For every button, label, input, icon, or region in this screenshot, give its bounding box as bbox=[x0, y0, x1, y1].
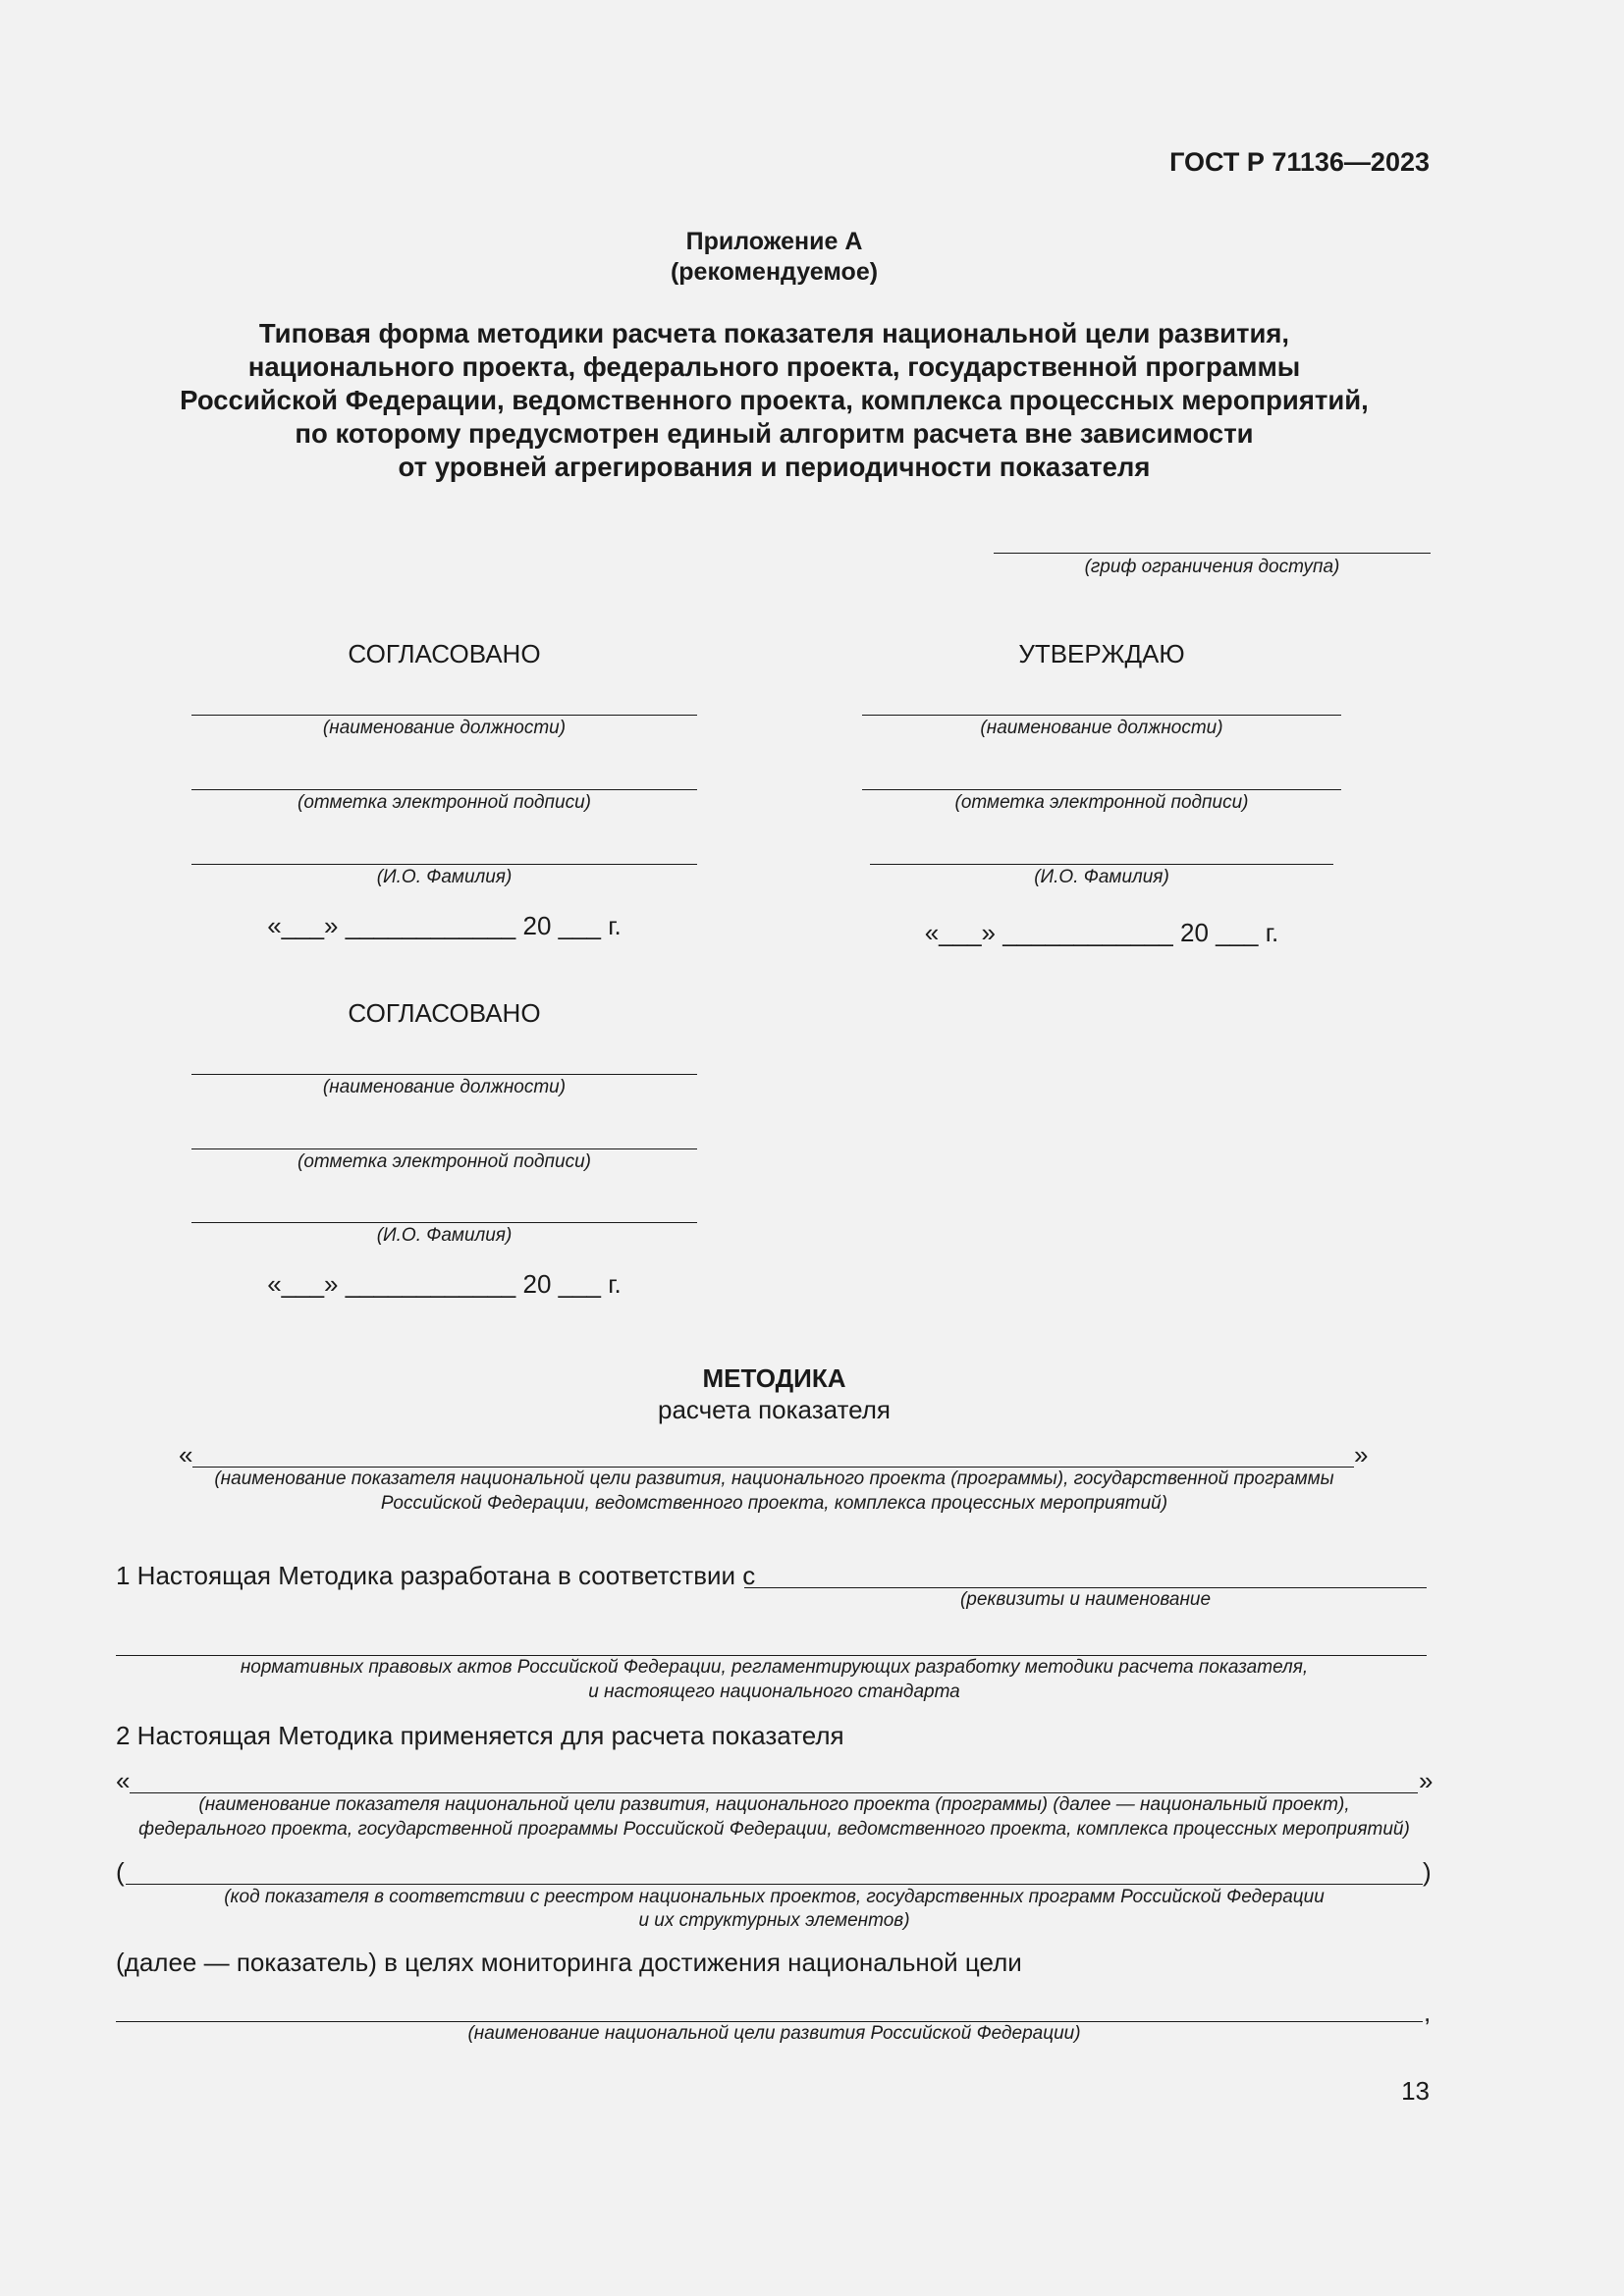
approval-left2-title: СОГЛАСОВАНО bbox=[348, 998, 541, 1028]
approval-left2-signature-caption: (отметка электронной подписи) bbox=[298, 1151, 591, 1172]
heading-line: по которому предусмотрен единый алгоритм расчета вне зависимости bbox=[295, 418, 1254, 449]
page-number: 13 bbox=[1401, 2076, 1430, 2106]
access-restriction-line[interactable] bbox=[994, 553, 1431, 554]
approval-left2-name-caption: (И.О. Фамилия) bbox=[376, 1225, 513, 1246]
clause-2-code-caption: и их структурных элементов) bbox=[638, 1910, 910, 1931]
heading-line: Типовая форма методики расчета показателя национальной цели развития, bbox=[258, 318, 1290, 348]
clause-2-close-quote: » bbox=[1419, 1766, 1434, 1795]
approval-left2-date[interactable]: «___» ____________ 20 ___ г. bbox=[267, 1269, 622, 1299]
document-number: ГОСТ Р 71136—2023 bbox=[1169, 147, 1430, 177]
approval-right-date[interactable]: «___» ____________ 20 ___ г. bbox=[924, 918, 1279, 947]
annex-heading bbox=[0, 317, 1548, 484]
clause-2-close-paren: ) bbox=[1423, 1857, 1432, 1887]
methodology-subtitle: расчета показателя bbox=[658, 1395, 891, 1424]
clause-2-goal-caption: (наименование национальной цели развития Российской Федерации) bbox=[467, 2023, 1081, 2044]
approval-right-position-caption: (наименование должности) bbox=[980, 718, 1223, 738]
clause-2-code-caption: (код показателя в соответствии с реестром национальных проектов, государственных программ Российской Федерации bbox=[224, 1887, 1325, 1907]
clause-1-caption: (реквизиты и наименование bbox=[959, 1589, 1212, 1610]
methodology-open-quote: « bbox=[179, 1440, 193, 1469]
clause-2-open-paren: ( bbox=[116, 1857, 125, 1887]
clause-2-text: 2 Настоящая Методика применяется для расчета показателя bbox=[116, 1721, 844, 1750]
clause-2-open-quote: « bbox=[116, 1766, 131, 1795]
approval-right-name-caption: (И.О. Фамилия) bbox=[1034, 867, 1169, 887]
methodology-name-caption: Российской Федерации, ведомственного проекта, комплекса процессных мероприятий) bbox=[380, 1493, 1168, 1514]
approval-left-date[interactable]: «___» ____________ 20 ___ г. bbox=[267, 911, 622, 940]
annex-title: Приложение А bbox=[685, 228, 863, 255]
methodology-name-caption: (наименование показателя национальной цели развития, национального проекта (программы), государственной программы bbox=[214, 1468, 1334, 1489]
methodology-title: МЕТОДИКА bbox=[702, 1363, 846, 1393]
approval-left-position-caption: (наименование должности) bbox=[322, 718, 567, 738]
clause-1-text: 1 Настоящая Методика разработана в соответствии с bbox=[116, 1561, 756, 1590]
approval-left-signature-caption: (отметка электронной подписи) bbox=[298, 792, 591, 813]
clause-1-caption: и настоящего национального стандарта bbox=[588, 1682, 960, 1702]
methodology-close-quote: » bbox=[1354, 1440, 1369, 1469]
access-restriction-caption: (гриф ограничения доступа) bbox=[1084, 557, 1340, 577]
approval-left2-position-caption: (наименование должности) bbox=[322, 1077, 567, 1097]
approval-right-signature-caption: (отметка электронной подписи) bbox=[954, 792, 1249, 813]
heading-line: от уровней агрегирования и периодичности показателя bbox=[398, 452, 1151, 482]
annex-status: (рекомендуемое) bbox=[670, 258, 879, 286]
clause-2-trailing-comma: , bbox=[1424, 1998, 1432, 2027]
approval-left-name-caption: (И.О. Фамилия) bbox=[376, 867, 513, 887]
approval-right-title: УТВЕРЖДАЮ bbox=[1018, 639, 1185, 668]
clause-2-name-caption: федерального проекта, государственной программы Российской Федерации, ведомственного проекта, комплекса процессных мероприятий) bbox=[138, 1819, 1410, 1840]
clause-2-name-caption: (наименование показателя национальной цели развития, национального проекта (программы) (далее — национальный проект), bbox=[198, 1794, 1350, 1815]
heading-line: национального проекта, федерального проекта, государственной программы bbox=[247, 351, 1301, 382]
heading-line: Российской Федерации, ведомственного проекта, комплекса процессных мероприятий, bbox=[180, 385, 1369, 415]
clause-2-continuation: (далее — показатель) в целях мониторинга достижения национальной цели bbox=[116, 1948, 1022, 1977]
approval-left-title: СОГЛАСОВАНО bbox=[348, 639, 541, 668]
clause-1-caption: нормативных правовых актов Российской Федерации, регламентирующих разработку методики расчета показателя, bbox=[240, 1657, 1309, 1678]
